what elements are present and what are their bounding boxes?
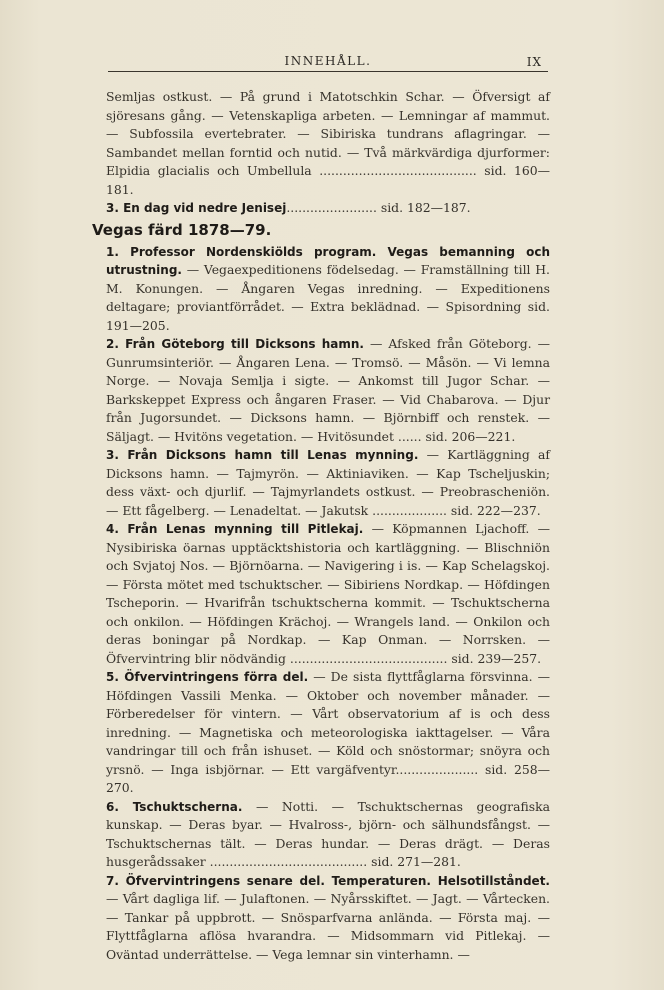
chapter-text: — Vegaexpeditionens födelsedag. — Framställning till H. M. Konungen. — Ångaren Vegas inredning. — Expeditionens deltagare; proviantförrådet. — Extra beklädnad. — Spisordning sid. 191—205. <box>106 262 550 333</box>
chapter-text: — Notti. — Tschuktschernas geografiska kunskap. — Deras byar. — Hvalross-, björn- och sälhundsfångst. — Tschuktschernas tält. — Deras hundar. — Deras drägt. — Deras husgerådssaker ........................................ sid. 271—281. <box>106 798 550 869</box>
chapter-entry-5 <box>106 668 550 798</box>
table-of-contents <box>92 88 550 964</box>
chapter-3-jenisej-pages: ....................... sid. 182—187. <box>286 200 471 215</box>
chapter-text: — De sista flyttfåglarna försvinna. — Höfdingen Vassili Menka. — Oktober och november månader. — Förberedelser för vintern. — Vårt observatorium af is och dess inredning. — Magnetiska och meteorologiska iakttagelser. — Våra vandringar till och från ishuset. — Köld och snöstormar; snöyra och yrsnö. — Inga isbjörnar. — Ett vargäfventyr..................... sid. 258—270. <box>106 669 550 795</box>
chapter-entry-3 <box>106 446 550 520</box>
chapter-entry-2 <box>106 335 550 446</box>
chapter-entry-4 <box>106 520 550 668</box>
chapter-title: 2. Från Göteborg till Dicksons hamn. <box>106 337 364 351</box>
chapter-title: 7. Öfvervintringens senare del. Temperaturen. Helsotillståndet. <box>106 873 550 888</box>
chapter-text: — Afsked från Göteborg. — Gunrumsinteriör. — Ångaren Lena. — Tromsö. — Måsön. — Vi lemna Norge. — Novaja Semlja i sigte. — Ankomst till Jugor Schar. — Barkskeppet Express och ångaren Fraser. — Vid Chabarova. — Djur från Jugorsundet. — Dicksons hamn. — Björnbiff och renstek. — Säljagt. — Hvitöns vegetation. — Hvitösundet ...... sid. 206—221. <box>106 336 550 444</box>
chapter-3-jenisej-title: 3. En dag vid nedre Jenisej <box>106 201 287 215</box>
chapter-text: — Vårt dagliga lif. — Julaftonen. — Nyårsskiftet. — Jagt. — Vårtecken. — Tankar på uppbrott. — Snösparfvarna anlända. — Första maj. — Flyttfåglarna aflösa hvarandra. — Midsommarn vid Pitlekaj. — Oväntad underrättelse. — Vega lemnar sin vinterhamn. — <box>106 891 550 962</box>
chapter-title: 3. Från Dicksons hamn till Lenas mynning. <box>106 448 419 462</box>
chapter-entry-1 <box>106 243 550 336</box>
running-head: INNEHÅLL. <box>284 54 372 68</box>
chapter-title: 1. Professor Nordenskiölds program. Vegas bemanning och utrustning. <box>106 244 550 277</box>
chapter-text: — Kartläggning af Dicksons hamn. — Tajmyrön. — Aktiniaviken. — Kap Tscheljuskin; dess växt- och djurlif. — Tajmyrlandets ostkust. — Preobrascheniön. — Ett fågelberg. — Lenadeltat. — Jakutsk ................... sid. 222—237. <box>106 447 550 518</box>
page-number: IX <box>526 55 542 69</box>
chapter-title: 4. Från Lenas mynning till Pitlekaj. <box>106 522 364 536</box>
toc-chapters <box>106 243 550 965</box>
chapter-title: 6. Tschuktscherna. <box>106 799 243 814</box>
chapter-3-jenisej <box>106 199 550 218</box>
toc-intro-paragraph <box>106 88 550 218</box>
chapter-text: — Köpmannen Ljachoff. — Nysibiriska öarnas upptäcktshistoria och kartläggning. — Blischniön och Svjatoj Nos. — Björnöarna. — Navigering i is. — Kap Schelagskoj. — Första mötet med tschuktscher. — Sibiriens Nordkap. — Höfdingen Tscheporin. — Hvarifrån tschuktscherna kommit. — Tschuktscherna och onkilon. — Höfdingen Krächoj. — Wrangels land. — Onkilon och deras boningar på Nordkap. — Kap Onman. — Norrsken. — Öfvervintring blir nödvändig ........................................ sid. 239—257. <box>106 521 550 666</box>
page-header <box>108 50 548 72</box>
intro-text: Semljas ostkust. — På grund i Matotschkin Schar. — Öfversigt af sjöresans gång. — Vetenskapliga arbeten. — Lemningar af mammut. — Subfossila evertebrater. — Sibiriska tundrans aflagringar. — Sambandet mellan forntid och nutid. — Två märkvärdiga djurformer: Elpidia glacialis och Umbellula ........................................ sid. 160—181. <box>106 89 550 197</box>
header-rule <box>108 71 548 72</box>
chapter-entry-7 <box>106 872 550 965</box>
chapter-title: 5. Öfvervintringens förra del. <box>106 670 309 684</box>
chapter-entry-6 <box>106 798 550 872</box>
section-title: Vegas färd 1878—79. <box>92 220 272 239</box>
